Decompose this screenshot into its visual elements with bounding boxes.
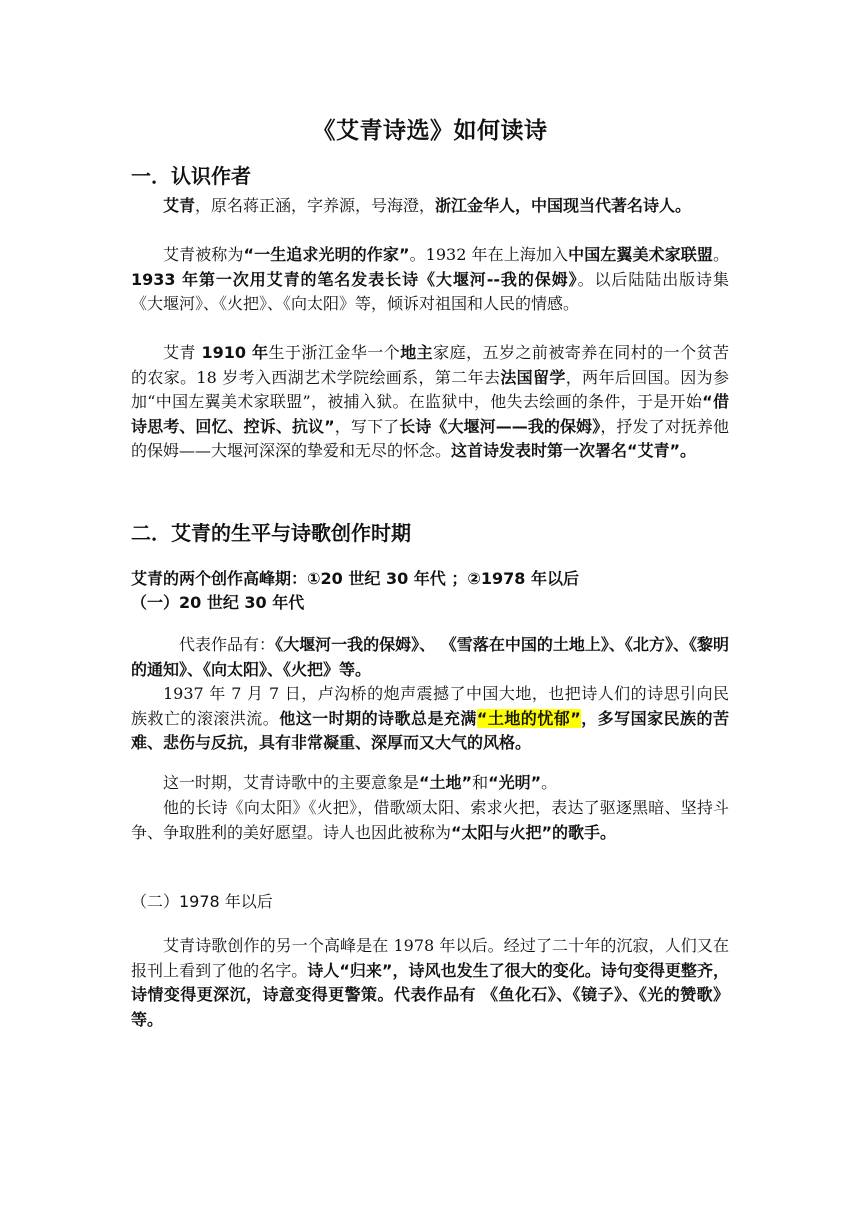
section-heading-life: 二．艾青的生平与诗歌创作时期 bbox=[131, 521, 411, 545]
text-bold: 1910 年 bbox=[201, 343, 269, 362]
text: 。 bbox=[712, 245, 729, 264]
text: 艾青被称为 bbox=[163, 245, 244, 264]
text-bold: 法国留学 bbox=[500, 367, 566, 387]
text-bold: 中国左翼美术家联盟 bbox=[568, 245, 713, 264]
document-title: 《艾青诗选》如何读诗 bbox=[312, 118, 548, 144]
paragraph-after-1978 bbox=[131, 934, 729, 1032]
text: 艾青诗歌创作的另一个高峰是在 1978 年以后。经过了二十年的沉寂，人们又在报刊上看到了他的名字。 bbox=[131, 936, 729, 980]
text: 代表作品有： bbox=[179, 635, 276, 654]
text-bold: 《大堰河一我的保姆》、 《雪落在中国的土地上》、《北方》、《黎明的通知》、《向太阳》、《火把》等。 bbox=[131, 635, 729, 679]
text: 1937 年 7 月 7 日，卢沟桥的炮声震撼了中国大地，也把诗人们的诗思引向民族救亡的滚滚洪流。 bbox=[131, 684, 729, 728]
paragraph-representative-works bbox=[131, 633, 729, 682]
subheading-after-1978: （二）1978 年以后 bbox=[131, 892, 273, 911]
text-bold: “借诗思考、回忆、控诉、抗议” bbox=[131, 392, 729, 436]
paragraph-author-intro bbox=[131, 194, 729, 219]
text: 。1932 年在上海加入 bbox=[409, 245, 569, 264]
paragraph-author-biography bbox=[131, 341, 729, 464]
text: ，写下了 bbox=[334, 416, 400, 436]
paragraph-author-title bbox=[131, 243, 729, 317]
text: ，抒发了对抚养他的保姆——大堰河深深的挚爱和无尽的怀念。 bbox=[131, 416, 729, 460]
text: 艾青 bbox=[163, 343, 202, 362]
text-bold: 地主 bbox=[400, 343, 434, 362]
paragraph-1937 bbox=[131, 682, 729, 756]
text-bold: “一生追求光明的作家” bbox=[243, 245, 410, 264]
text-bold: 长诗《大堰河——我的保姆》 bbox=[399, 416, 601, 436]
text: ，两年后回国。因为参加“中国左翼美术家联盟”，被捕入狱。在监狱中，他失去绘画的条件，于是开始 bbox=[131, 367, 729, 411]
text-bold: 浙江金华人，中国现当代著名诗人。 bbox=[435, 196, 692, 215]
text: 。以后陆陆出版诗集《大堰河》、《火把》、《向太阳》等，倾诉对祖国和人民的情感。 bbox=[131, 269, 729, 313]
text-bold: 他这一时期的诗歌总是充满 bbox=[279, 708, 477, 728]
text-bold: “太阳与火把”的歌手。 bbox=[451, 822, 617, 842]
text: 。 bbox=[541, 773, 558, 792]
paragraph-imagery bbox=[131, 771, 729, 796]
text: ，原名蒋正涵，字养源，号海澄， bbox=[195, 196, 436, 215]
text-bold: 这首诗发表时第一次署名“艾青”。 bbox=[451, 441, 697, 460]
text-bold: 艾青 bbox=[163, 196, 196, 215]
section-heading-author: 一．认识作者 bbox=[131, 164, 251, 188]
text: 和 bbox=[472, 773, 489, 792]
subheading-1930s: （一）20 世纪 30 年代 bbox=[131, 593, 305, 612]
text: 家庭，五岁之前被寄养在同村的一个贫苦的农家。18 岁考入西湖艺术学院绘画系，第二年去 bbox=[131, 343, 729, 387]
text: 生于浙江金华一个 bbox=[268, 343, 401, 362]
text: 这一时期，艾青诗歌中的主要意象是 bbox=[163, 773, 420, 792]
creative-peaks-line: 艾青的两个创作高峰期：①20 世纪 30 年代 ；②1978 年以后 bbox=[131, 569, 580, 588]
text-bold: 1933 年第一次用艾青的笔名发表长诗《大堰河--我的保姆》 bbox=[131, 269, 578, 289]
highlighted-text: “土地的忧郁” bbox=[476, 708, 581, 728]
text-bold: 诗人“归来”，诗风也发生了很大的变化。诗句变得更整齐，诗情变得更深沉，诗意变得更警策。代表作品有 《鱼化石》、《镜子》、《光的赞歌》等。 bbox=[131, 960, 729, 1029]
text: 他的长诗《向太阳》《火把》，借歌颂太阳、索求火把，表达了驱逐黑暗、坚持斗争、争取胜利的美好愿望。诗人也因此被称为 bbox=[131, 798, 729, 842]
text-bold: ，多写国家民族的苦难、悲伤与反抗，具有非常凝重、深厚而又大气的风格。 bbox=[131, 708, 729, 752]
paragraph-long-poems bbox=[131, 796, 729, 845]
text-bold: “光明” bbox=[488, 773, 542, 792]
text-bold: “土地” bbox=[419, 773, 473, 792]
